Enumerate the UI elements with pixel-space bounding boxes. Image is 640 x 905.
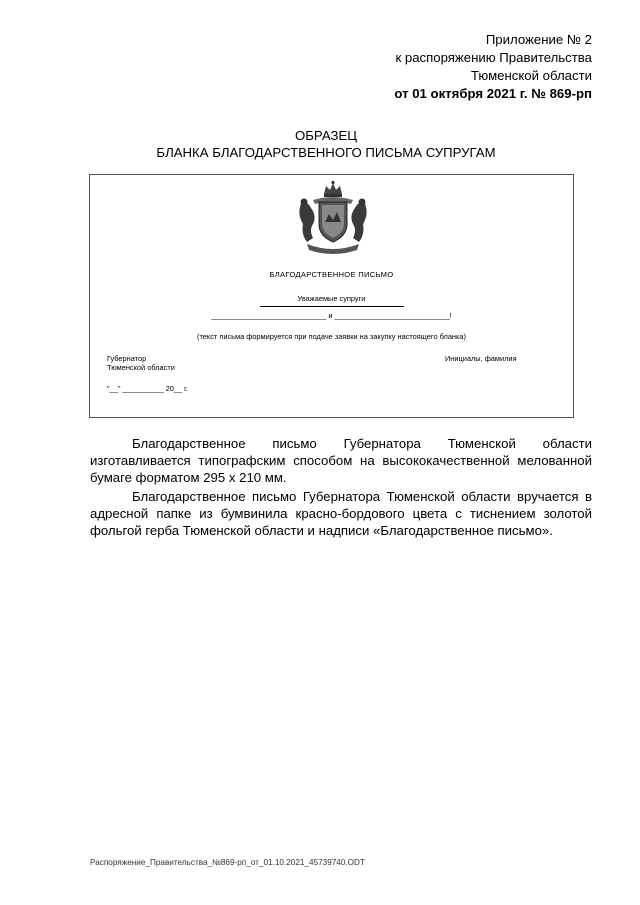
body-paragraph-2 [90,488,592,539]
letter-text-note: (текст письма формируется при подаче заявки на закупку настоящего бланка) [197,332,466,341]
appendix-region: Тюменской области [470,68,592,83]
appendix-header [332,31,592,103]
paragraph-delivery: Благодарственное письмо Губернатора Тюменской области вручается в адресной папке из бумвинила красно-бордового цвета с тиснением золотой фольгой герба Тюменской области и надписи «Благодарственное письмо». [90,489,592,538]
sample-title-line1: ОБРАЗЕЦ [295,128,357,143]
signer-title: Губернатор [107,354,147,363]
appendix-order-ref: к распоряжению Правительства [395,50,592,65]
appendix-date-number: от 01 октября 2021 г. № 869-рп [394,86,592,101]
spouse-names-line: ____________________________ и ____________________________! [211,311,452,320]
letter-sample-box [89,174,574,418]
signer-initials: Инициалы, фамилия [445,354,517,363]
letter-greeting: Уважаемые супруги [297,294,366,303]
sample-title-line2: БЛАНКА БЛАГОДАРСТВЕННОГО ПИСЬМА СУПРУГАМ [156,145,496,160]
greeting-underline [260,306,404,307]
paragraph-print-spec: Благодарственное письмо Губернатора Тюменской области изготавливается типографским способом на высококачественной мелованной бумаге форматом 295 x 210 мм. [90,436,592,485]
letter-date: "__" __________ 20__ г. [107,384,189,393]
letter-heading: БЛАГОДАРСТВЕННОЕ ПИСЬМО [269,270,394,279]
coat-of-arms-icon [293,180,373,258]
appendix-number: Приложение № 2 [485,32,592,47]
sample-title [60,127,592,161]
body-paragraphs [90,435,592,486]
document-footer: Распоряжение_Правительства_№869-рп_от_01.10.2021_45739740.ODT [90,858,365,867]
signer-region: Тюменской области [107,363,175,372]
